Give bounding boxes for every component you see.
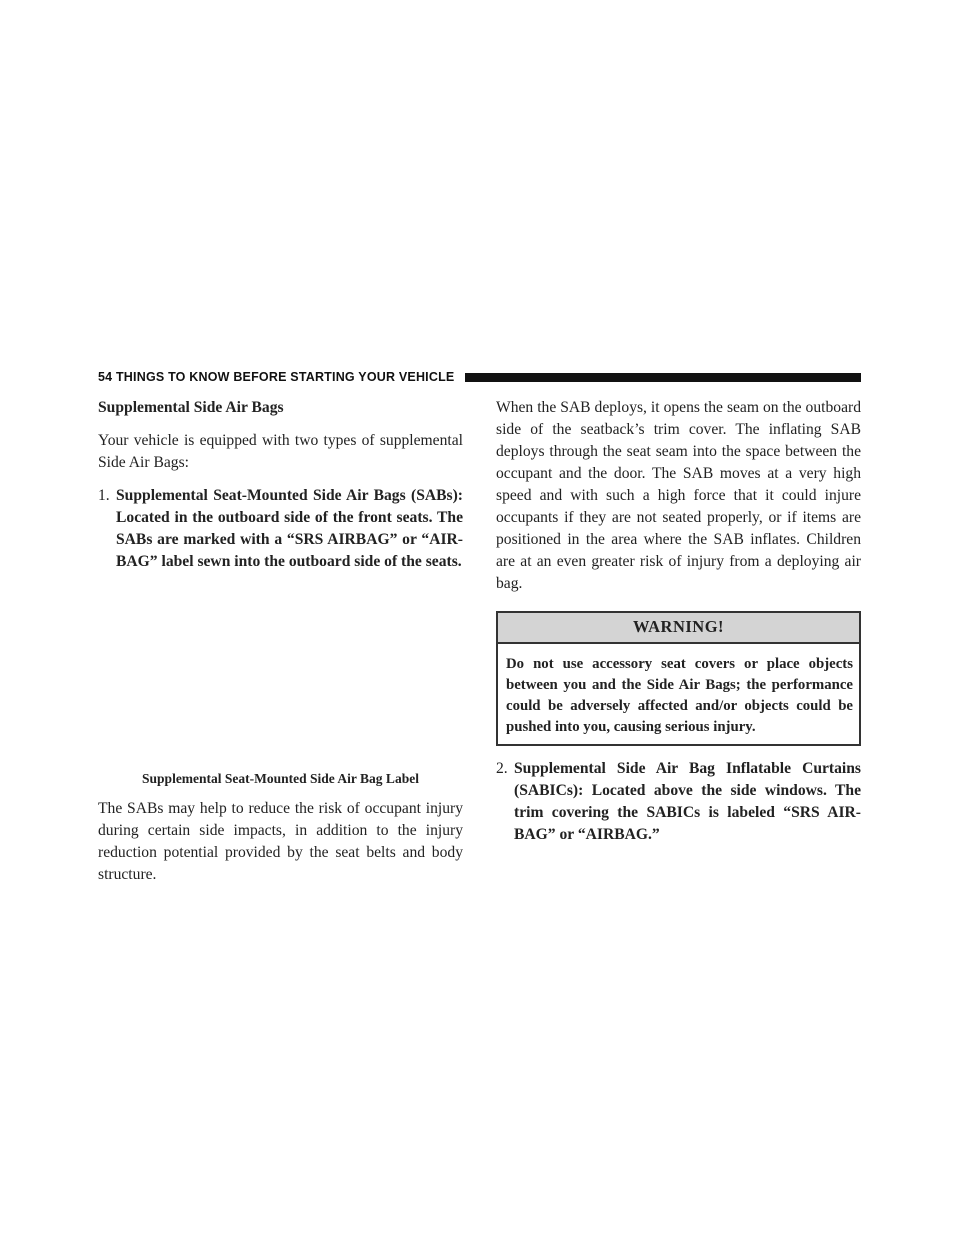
numbered-item-1: [98, 485, 463, 573]
numbered-item-2: [496, 758, 861, 846]
item-number: 2.: [496, 760, 508, 777]
item-number: 1.: [98, 487, 110, 504]
figure-caption: Supplemental Seat-Mounted Side Air Bag Label: [142, 771, 419, 786]
body-paragraph: When the SAB deploys, it opens the seam on the outboard side of the seatback’s trim cover. The inflating SAB deploys through the seat seam into the space between the occupant and the door. The SAB moves at a very high speed and with such a high force that it could injure occupants if they are not seated properly, or if items are positioned in the area where the SAB inflates. Children are at an even greater risk of injury from a deploying air bag.: [496, 399, 861, 592]
warning-box: [496, 611, 861, 746]
left-column: [98, 397, 463, 897]
warning-title: WARNING!: [498, 613, 859, 644]
item-text: Supplemental Side Air Bag Inflatable Curtains (SABICs): Located above the side windows. The trim covering the SABICs is labeled “SRS AIRBAG” or “AIRBAG.”: [514, 760, 861, 843]
body-paragraph: The SABs may help to reduce the risk of occupant injury during certain side impacts, in addition to the injury reduction potential provided by the seat belts and body structure.: [98, 800, 463, 883]
section-title: Supplemental Side Air Bags: [98, 399, 284, 416]
right-column: [496, 397, 861, 856]
warning-text: Do not use accessory seat covers or place objects between you and the Side Air Bags; the performance could be adversely affected and/or objects could be pushed into you, causing serious injury.: [506, 656, 853, 735]
header-rule: [465, 373, 861, 382]
figure-area: [98, 583, 463, 768]
running-header: 54 THINGS TO KNOW BEFORE STARTING YOUR VEHICLE: [98, 370, 455, 384]
intro-paragraph: Your vehicle is equipped with two types of supplemental Side Air Bags:: [98, 432, 463, 471]
item-text: Supplemental Seat-Mounted Side Air Bags (SABs): Located in the outboard side of the front seats. The SABs are marked with a “SRS AIRBAG” or “AIRBAG” label sewn into the outboard side of the seats.: [116, 487, 463, 570]
